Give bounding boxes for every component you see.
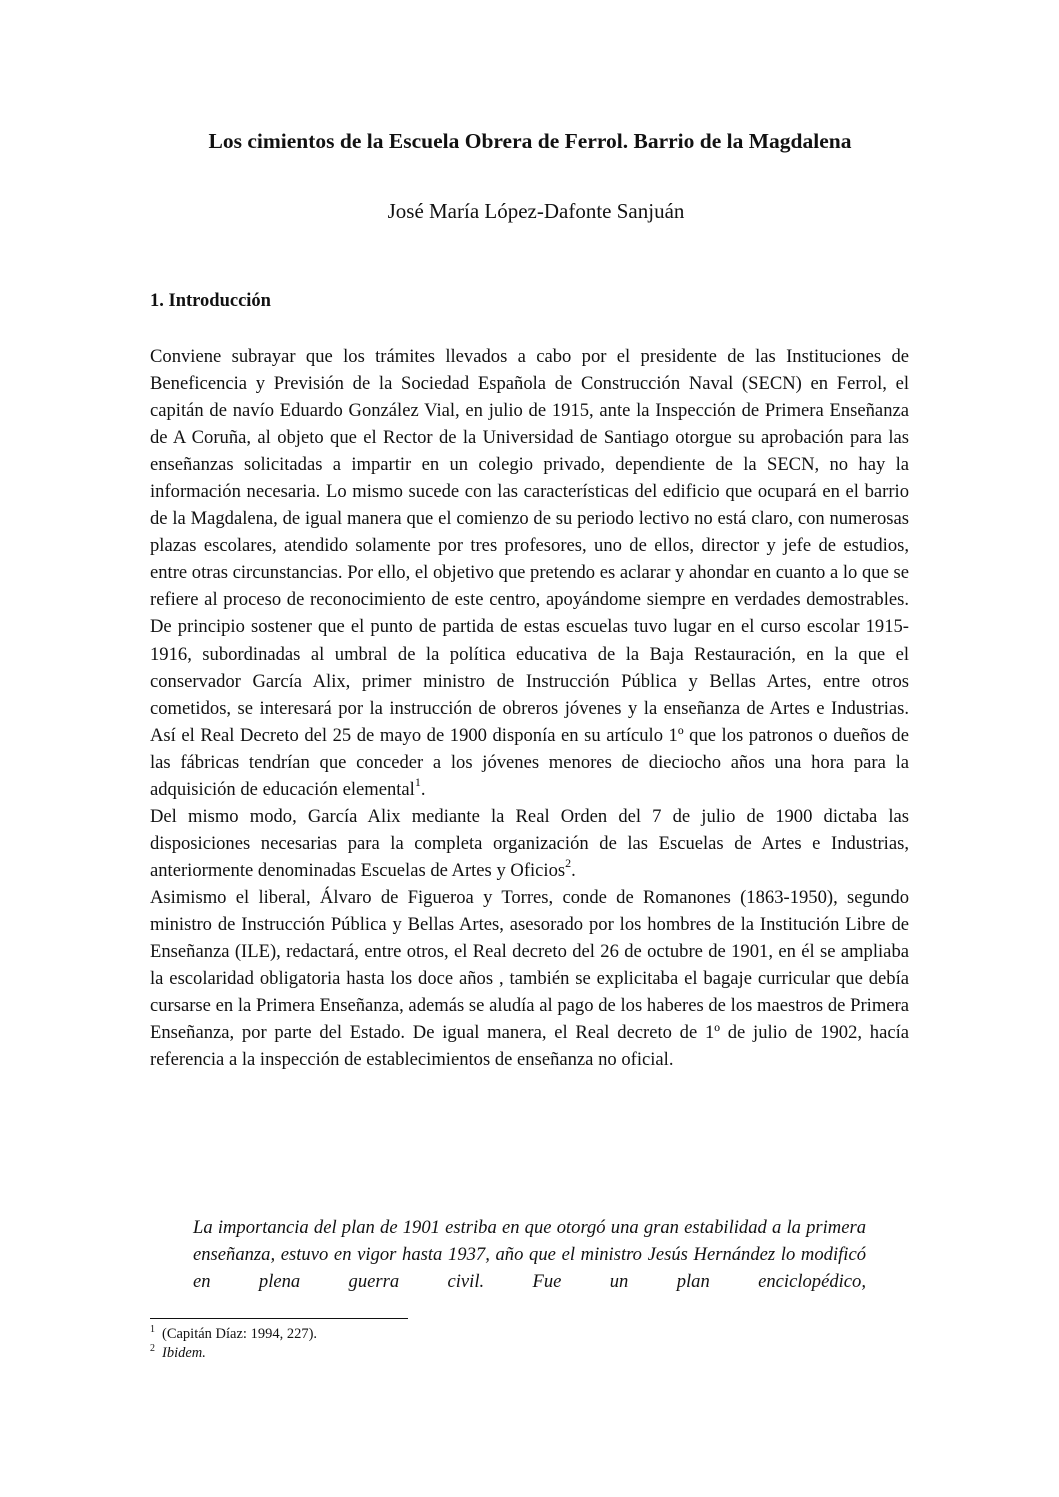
paragraph-text: Asimismo el liberal, Álvaro de Figueroa y Torres, conde de Romanones (1863-1950), segundo ministro de Instrucción Pública y Bellas Artes, asesorado por los hombres de la Institución Libre de Enseñanza (ILE), redactará, entre otros, el Real decreto del 26 de octubre de 1901, en él se ampliaba la escolaridad obligatoria hasta los doce años , también se explicitaba el bagaje curricular que debía cursarse en la Primera Enseñanza, además se aludía al pago de los haberes de los maestros de Primera Enseñanza, por parte del Estado. De igual manera, el Real decreto de 1º de julio de 1902, hacía referencia a la inspección de establecimientos de enseñanza no oficial. xyxy=(150,886,909,1071)
footnote-number: 1 xyxy=(150,1324,155,1336)
paragraph xyxy=(150,343,909,803)
paper-title: Los cimientos de la Escuela Obrera de Ferrol. Barrio de la Magdalena xyxy=(208,129,852,153)
paragraph-tail: . xyxy=(420,778,426,800)
footnote-ref: 1 xyxy=(414,774,421,789)
footnote-text: Ibidem. xyxy=(162,1345,206,1361)
paragraph-text: Conviene subrayar que los trámites llevados a cabo por el presidente de las Instituciones de Beneficencia y Previsión de la Sociedad Española de Construcción Naval (SECN) en Ferrol, el capitán de navío Eduardo González Vial, en julio de 1915, ante la Inspección de Primera Enseñanza de A Coruña, al objeto que el Rector de la Universidad de Santiago otorgue su aprobación para las enseñanzas solicitadas a impartir en un colegio privado, dependiente de la SECN, no hay la información necesaria. Lo mismo sucede con las características del edificio que ocupará en el barrio de la Magdalena, de igual manera que el comienzo de su periodo lectivo no está claro, con numerosas plazas escolares, atendido solamente por tres profesores, uno de ellos, director y jefe de estudios, entre otras circunstancias. Por ello, el objetivo que pretendo es aclarar y ahondar en cuanto a lo que se refiere al proceso de reconocimiento de este centro, apoyándome siempre en verdades demostrables. De principio sostener que el punto de partida de estas escuelas tuvo lugar en el curso escolar 1915-1916, subordinadas al umbral de la política educativa de la Baja Restauración, en la que el conservador García Alix, primer ministro de Instrucción Pública y Bellas Artes, entre otros cometidos, se interesará por la instrucción de obreros jóvenes y la enseñanza de Artes e Industrias. Así el Real Decreto del 25 de mayo de 1900 disponía en su artículo 1º que los patronos o dueños de las fábricas tendrían que conceder a los jóvenes menores de dieciocho años una hora para la adquisición de educación elemental xyxy=(150,346,909,800)
paragraph xyxy=(150,803,909,884)
footnotes xyxy=(150,1325,750,1363)
footnote-number: 2 xyxy=(150,1343,155,1355)
footnote-ref: 2 xyxy=(565,855,572,870)
footnote xyxy=(150,1344,750,1363)
body-text xyxy=(150,343,909,1073)
footnote-text: (Capitán Díaz: 1994, 227). xyxy=(162,1326,318,1342)
paragraph xyxy=(150,884,909,1073)
footnote-divider xyxy=(150,1318,408,1319)
block-quote: La importancia del plan de 1901 estriba en que otorgó una gran estabilidad a la primera enseñanza, estuvo en vigor hasta 1937, año que el ministro Jesús Hernández lo modificó en plena guerra civil. Fue un plan enciclopédico, xyxy=(193,1217,866,1292)
section-heading: 1. Introducción xyxy=(150,291,271,311)
paragraph-tail: . xyxy=(571,859,576,881)
author-name: José María López-Dafonte Sanjuán xyxy=(387,199,685,223)
paragraph-text: Del mismo modo, García Alix mediante la Real Orden del 7 de julio de 1900 dictaba las disposiciones necesarias para la completa organización de las Escuelas de Artes e Industrias, anteriormente denominadas Escuelas de Artes y Oficios xyxy=(150,805,909,881)
footnote xyxy=(150,1325,750,1344)
